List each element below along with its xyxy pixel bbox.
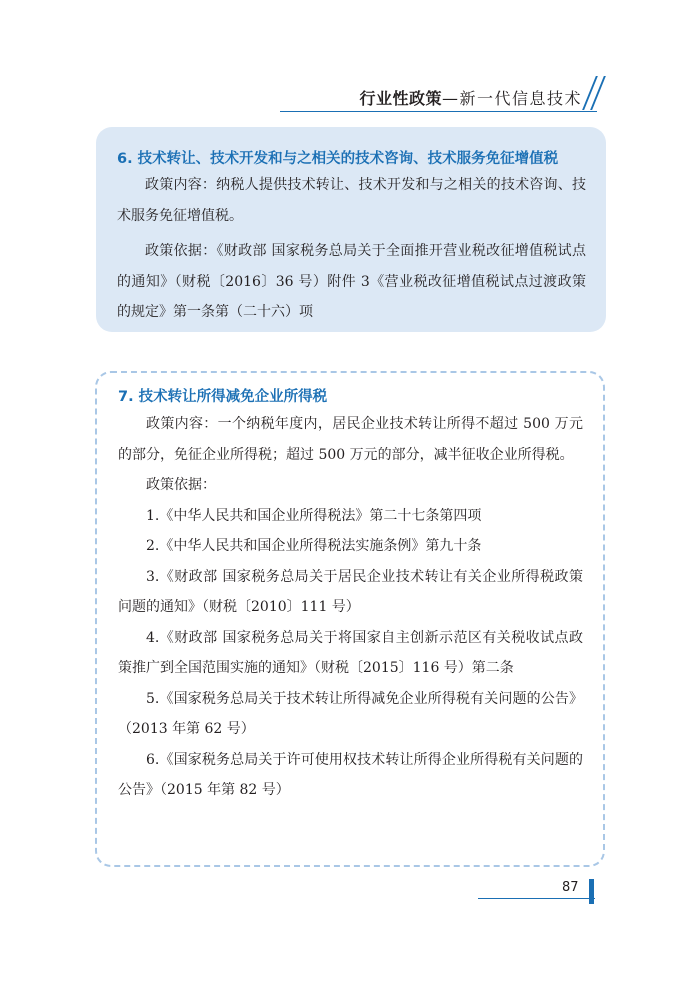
running-header bbox=[0, 60, 700, 120]
header-title-sub: —新一代信息技术 bbox=[441, 89, 582, 108]
policy-basis-label: 政策依据： bbox=[146, 477, 216, 493]
section-heading: 6. 技术转让、技术开发和与之相关的技术咨询、技术服务免征增值税 bbox=[117, 151, 559, 167]
page-number: 87 bbox=[562, 880, 579, 895]
policy-basis: 政策依据：《财政部 国家税务总局关于全面推开营业税改征增值税试点的通知》（财税〔2016〕36 号）附件 3《营业税改征增值税试点过渡政策的规定》第一条第（二十六）项 bbox=[117, 243, 586, 320]
policy-basis-item: 5.《国家税务总局关于技术转让所得减免企业所得税有关问题的公告》（2013 年第 62 号） bbox=[118, 690, 583, 737]
policy-basis-item: 2.《中华人民共和国企业所得税法实施条例》第九十条 bbox=[146, 538, 482, 554]
policy-basis-item: 3.《财政部 国家税务总局关于居民企业技术转让有关企业所得税政策问题的通知》（财税〔2010〕111 号） bbox=[118, 568, 583, 615]
section-heading: 7. 技术转让所得减免企业所得税 bbox=[118, 389, 328, 405]
policy-box-6-content bbox=[117, 147, 586, 328]
header-title-main: 行业性政策 bbox=[359, 89, 442, 108]
policy-content: 政策内容：一个纳税年度内，居民企业技术转让所得不超过 500 万元的部分，免征企业所得税；超过 500 万元的部分，减半征收企业所得税。 bbox=[118, 416, 583, 463]
policy-box-6 bbox=[96, 127, 606, 332]
policy-box-7 bbox=[95, 371, 605, 867]
policy-content: 政策内容：纳税人提供技术转让、技术开发和与之相关的技术咨询、技术服务免征增值税。 bbox=[117, 177, 586, 224]
policy-basis-item: 1.《中华人民共和国企业所得税法》第二十七条第四项 bbox=[146, 507, 482, 524]
header-slash-ornament bbox=[582, 76, 598, 110]
footer-rule bbox=[478, 898, 595, 899]
policy-basis-item: 4.《财政部 国家税务总局关于将国家自主创新示范区有关税收试点政策推广到全国范围实施的通知》（财税〔2015〕116 号）第二条 bbox=[118, 629, 583, 676]
policy-box-7-content bbox=[118, 385, 583, 806]
header-rule bbox=[280, 111, 597, 112]
footer-bar-ornament bbox=[589, 879, 594, 904]
header-title bbox=[359, 86, 582, 109]
policy-basis-item: 6.《国家税务总局关于许可使用权技术转让所得企业所得税有关问题的公告》（2015 年第 82 号） bbox=[118, 751, 583, 798]
